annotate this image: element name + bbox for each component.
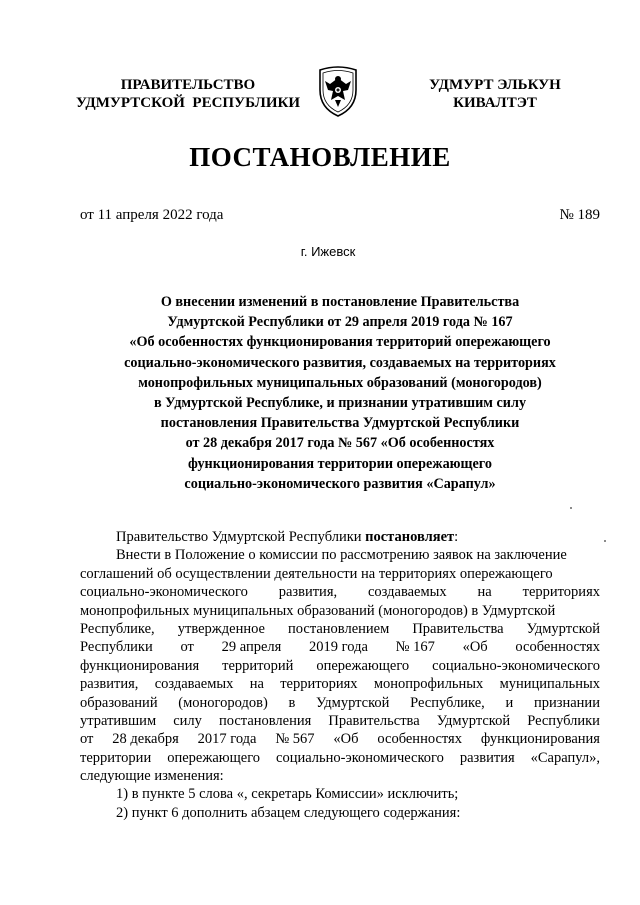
body-word: от [180, 639, 194, 656]
document-title: ПОСТАНОВЛЕНИЕ [189, 142, 451, 172]
coat-of-arms-emblem [316, 66, 360, 118]
body-line [80, 620, 600, 638]
body-line: 2) пункт 6 дополнить абзацем следующего содержания: [116, 804, 461, 821]
body-word: опережающего [316, 657, 410, 674]
subject-line: функционирования территории опережающего [188, 455, 492, 472]
body-word: функционирования [80, 657, 200, 674]
subject-line: от 28 декабря 2017 года № 567 «Об особенностях [185, 435, 495, 452]
body-word: утратившим [80, 712, 157, 729]
body-line [80, 730, 600, 748]
body-word: от [80, 731, 94, 748]
body-word: территорий [222, 657, 294, 674]
body-word: Республике, [80, 620, 155, 637]
body-word: на [477, 584, 492, 601]
body-line [80, 749, 600, 767]
body-word: муниципальных [499, 676, 600, 693]
body-word: постановлением [288, 620, 390, 637]
body-line [80, 712, 600, 730]
body-word: «Об [462, 639, 488, 656]
body-word: № 567 [275, 731, 315, 748]
body-line: Внести в Положение о комиссии по рассмотрению заявок на заключение [116, 547, 567, 564]
body-word: Правительства [328, 712, 420, 729]
scan-mark [570, 507, 572, 509]
body-word: 29 апреля [221, 639, 282, 656]
body-word: развития, [278, 584, 338, 601]
document-number: № 189 [559, 207, 600, 223]
body-word: создаваемых [154, 676, 234, 693]
body-word: функционирования [480, 731, 600, 748]
body-word: на [249, 676, 264, 693]
document-body [80, 528, 600, 822]
subject-line: «Об особенностях функционирования территорий опережающего [129, 334, 551, 351]
subject-line: О внесении изменений в постановление Правительства [160, 294, 520, 310]
body-word: опережающего [167, 749, 261, 766]
intro-text: Правительство Удмуртской Республики [116, 529, 366, 545]
body-line: соглашений об осуществлении деятельности на территориях опережающего [80, 565, 553, 582]
body-word: Удмуртской [526, 620, 600, 637]
body-word: территориях [280, 676, 358, 693]
subject-line: в Удмуртской Республике, и признании утратившим силу [153, 395, 527, 412]
header-right [395, 76, 595, 112]
body-word: особенностях [515, 639, 600, 656]
body-word: 2017 года [197, 731, 257, 748]
document-city: г. Ижевск [300, 244, 356, 259]
body-word: Республике, [410, 694, 485, 711]
scan-mark [604, 540, 606, 542]
intro-line [80, 528, 600, 546]
body-word: территории [80, 749, 152, 766]
body-word: Республики [80, 639, 153, 656]
body-line [80, 675, 600, 693]
body-word: социально-экономического [80, 584, 248, 601]
header-right-line-1: УДМУРТ ЭЛЬКУН [429, 77, 561, 93]
body-word: образований [80, 694, 158, 711]
body-word: силу [173, 712, 202, 729]
subject-line: постановления Правительства Удмуртской Республики [160, 415, 520, 432]
header-left-line-2: УДМУРТСКОЙ РЕСПУБЛИКИ [75, 95, 301, 111]
body-line: монопрофильных муниципальных образований (моногородов) в Удмуртской [80, 602, 556, 619]
body-line [80, 583, 600, 601]
body-word: Республики [527, 712, 600, 729]
body-word: создаваемых [368, 584, 447, 601]
body-word: Удмуртской [436, 712, 511, 729]
body-word: развития, [80, 676, 139, 693]
body-word: № 167 [395, 639, 435, 656]
body-word: социально-экономического [432, 657, 600, 674]
body-line [80, 694, 600, 712]
body-line [80, 638, 600, 656]
header-left-line-1: ПРАВИТЕЛЬСТВО [120, 77, 256, 93]
body-word: и [505, 694, 514, 711]
body-word: развития [459, 749, 515, 766]
document-date: от 11 апреля 2022 года [80, 207, 224, 223]
body-line: следующие изменения: [80, 768, 224, 785]
header-left [66, 76, 310, 112]
body-word: в [288, 694, 296, 711]
subject-line: монопрофильных муниципальных образований (моногородов) [138, 374, 542, 391]
intro-bold: постановляет [365, 529, 455, 545]
subject-line: социально-экономического развития «Сарапул» [184, 475, 496, 492]
body-word: (моногородов) [178, 694, 268, 711]
body-word: социально-экономического [276, 749, 444, 766]
subject-line: Удмуртской Республики от 29 апреля 2019 года № 167 [167, 314, 513, 331]
body-word: монопрофильных [373, 676, 484, 693]
body-line: 1) в пункте 5 слова «, секретарь Комиссии» исключить; [116, 786, 459, 803]
body-word: признании [533, 694, 600, 711]
body-word: территориях [522, 584, 600, 601]
body-word: Правительства [412, 620, 504, 637]
intro-colon: : [454, 529, 459, 545]
body-word: особенностях [377, 731, 462, 748]
body-word: Удмуртской [316, 694, 390, 711]
header-right-line-2: КИВАЛТЭТ [453, 95, 537, 111]
body-word: 2019 года [309, 639, 368, 656]
body-word: постановления [219, 712, 312, 729]
document-subject [40, 292, 640, 494]
body-word: 28 декабря [112, 731, 179, 748]
body-word: «Об [333, 731, 359, 748]
body-word: «Сарапул», [530, 749, 600, 766]
body-word: утвержденное [177, 620, 265, 637]
subject-line: социально-экономического развития, создаваемых на территориях [124, 354, 556, 371]
body-line [80, 657, 600, 675]
